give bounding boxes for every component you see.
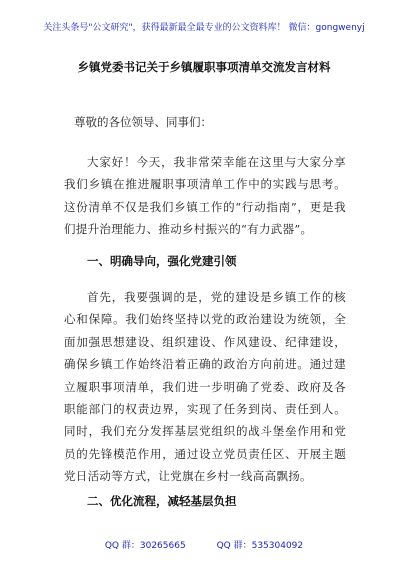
footer-contacts <box>0 538 408 551</box>
salutation: 尊敬的各位领导、同事们： <box>74 115 212 129</box>
section-heading-2: 二、优化流程，减轻基层负担 <box>87 494 237 508</box>
document-title: 乡镇党委书记关于乡镇履职事项清单交流发言材料 <box>77 60 331 74</box>
paragraph-opening: 大家好！今天，我非常荣幸能在这里与大家分享我们乡镇在推进履职事项清单工作中的实践与思考。这份清单不仅是我们乡镇工作的“行动指南”，更是我们提升治理能力、推动乡村振兴的“有力武器”。 <box>64 155 346 237</box>
qq-group-1: QQ 群：30265665 <box>104 541 186 551</box>
section-heading-1: 一、明确导向，强化党建引领 <box>87 254 237 268</box>
promo-banner: 关注头条号"公文研究"，获得最新最全最专业的公文资料库！ 微信：gongwenyj <box>43 23 365 33</box>
qq-group-2: QQ 群：535304092 <box>216 541 304 551</box>
paragraph-party-building: 首先，我要强调的是，党的建设是乡镇工作的核心和保障。我们始终坚持以党的政治建设为统领，全面加强思想建设、组织建设、作风建设、纪律建设，确保乡镇工作始终沿着正确的政治方向前进。通过建立履职事项清单，我们进一步明确了党委、政府及各职能部门的权责边界，实现了任务到岗、责任到人。同时，我们充分发挥基层党组织的战斗堡垒作用和党员的先锋模范作用，通过设立党员责任区、开展主题党日活动等方式，让党旗在乡村一线高高飘扬。 <box>64 290 346 484</box>
